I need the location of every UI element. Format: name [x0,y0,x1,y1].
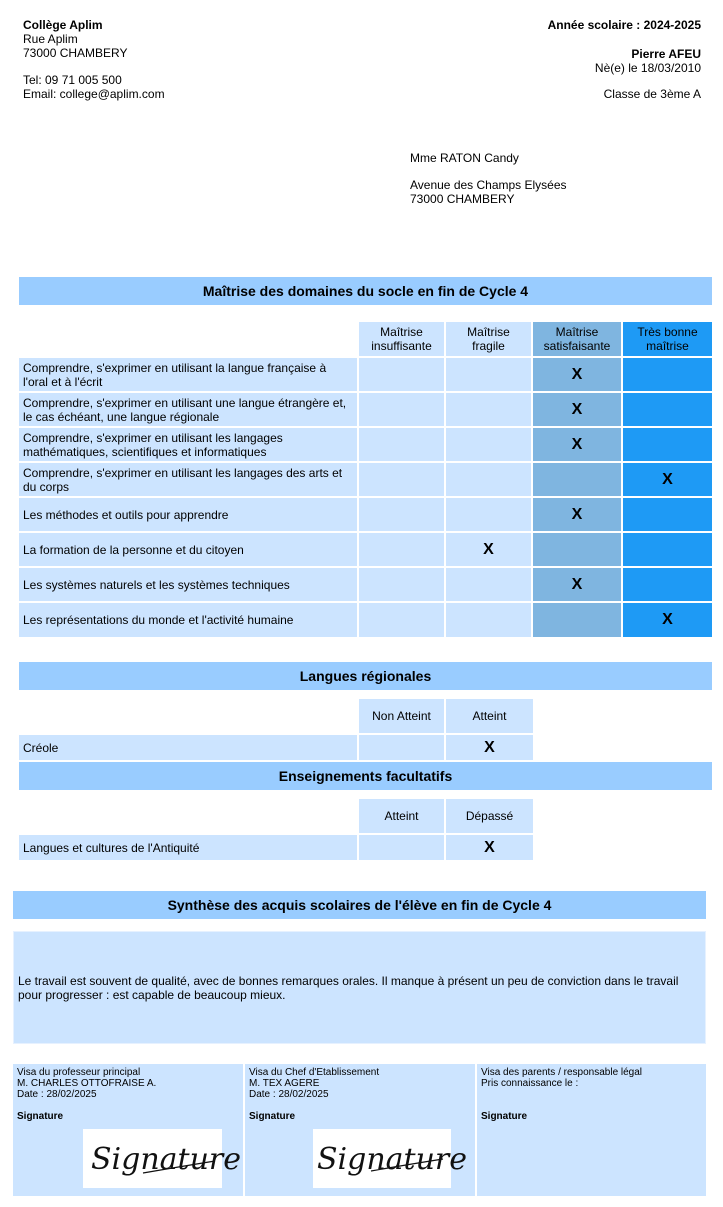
mark-cell [445,357,532,392]
header-maitrise-fragile: Maîtrise fragile [445,322,532,357]
student-birth: Nè(e) le 18/03/2010 [594,61,701,75]
signature-scribble [83,1129,242,1188]
mark-cell [358,602,445,637]
table-row [19,532,712,567]
facultatifs-header-empty [19,799,358,834]
mark-cell [358,567,445,602]
header-atteint: Atteint [358,799,445,834]
signature-label: Signature [481,1111,528,1122]
recipient-name: Mme RATON Candy [410,151,519,165]
student-class: Classe de 3ème A [603,87,701,101]
socle-table [19,322,712,637]
mark-cell [532,602,622,637]
mark-cell: X [622,602,712,637]
mark-cell [622,497,712,532]
langues-table [19,699,533,760]
mark-cell [532,462,622,497]
mark-cell: X [532,567,622,602]
mark-cell [445,462,532,497]
table-row [19,567,712,602]
table-row [19,497,712,532]
header-maitrise-satisfaisante: Maîtrise satisfaisante [532,322,622,357]
table-row [19,357,712,392]
school-tel: Tel: 09 71 005 500 [23,73,122,87]
header-non-atteint: Non Atteint [358,699,445,734]
recipient-city: 73000 CHAMBERY [410,192,515,206]
mark-cell: X [532,392,622,427]
header-depasse: Dépassé [445,799,533,834]
synthese-text-line: pour progresser : est capable de beaucoup mieux. [18,987,286,1002]
mark-cell [622,427,712,462]
visa-name: M. TEX AGERE [249,1078,320,1089]
mark-cell [622,357,712,392]
mark-cell [358,462,445,497]
domain-label: La formation de la personne et du citoyen [19,532,358,567]
mark-cell [622,392,712,427]
domain-label: Les méthodes et outils pour apprendre [19,497,358,532]
signature-label: Signature [249,1111,296,1122]
enseignement-label: Langues et cultures de l'Antiquité [19,834,358,860]
mark-cell [622,567,712,602]
mark-cell: X [532,427,622,462]
school-email: Email: college@aplim.com [23,87,165,101]
header-tres-bonne-maitrise: Très bonne maîtrise [622,322,712,357]
visa-role: Visa du professeur principal [17,1067,141,1078]
signature-text: Signature [317,1142,468,1177]
mark-cell [358,532,445,567]
header-atteint: Atteint [445,699,533,734]
student-name: Pierre AFEU [631,47,701,61]
langue-label: Créole [19,734,358,760]
mark-cell [622,532,712,567]
header-maitrise-insuffisante: Maîtrise insuffisante [358,322,445,357]
facultatifs-table [19,799,533,860]
table-row [19,834,533,860]
mark-cell [445,567,532,602]
socle-title: Maîtrise des domaines du socle en fin de Cycle 4 [19,277,712,305]
school-street: Rue Aplim [23,32,78,46]
mark-cell: X [622,462,712,497]
domain-label: Comprendre, s'exprimer en utilisant les langages des arts et du corps [19,462,358,497]
socle-header-empty [19,322,358,357]
school-name: Collège Aplim [23,18,103,32]
mark-cell [445,602,532,637]
domain-label: Comprendre, s'exprimer en utilisant une langue étrangère et, le cas échéant, une langue régionale [19,392,358,427]
mark-cell [358,392,445,427]
mark-cell [358,497,445,532]
mark-cell [445,497,532,532]
domain-label: Les représentations du monde et l'activité humaine [19,602,358,637]
signature-image [313,1129,468,1188]
visa-date: Date : 28/02/2025 [249,1089,329,1100]
domain-label: Les systèmes naturels et les systèmes techniques [19,567,358,602]
visa-parents [477,1064,706,1196]
school-city: 73000 CHAMBERY [23,46,128,60]
visa-name: M. CHARLES OTTOFRAISE A. [17,1078,157,1089]
student-block [548,18,701,101]
visa-date: Date : 28/02/2025 [17,1089,97,1100]
school-year: Année scolaire : 2024-2025 [547,18,701,32]
mark-cell: X [445,532,532,567]
table-row [19,462,712,497]
synthese-text-box [13,931,706,1044]
domain-label: Comprendre, s'exprimer en utilisant la langue française à l'oral et à l'écrit [19,357,358,392]
mark-cell [445,427,532,462]
facultatifs-title: Enseignements facultatifs [19,762,712,790]
recipient-block [410,151,567,206]
mark-cell [358,834,445,860]
domain-label: Comprendre, s'exprimer en utilisant les langages mathématiques, scientifiques et informatiques [19,427,358,462]
table-row [19,392,712,427]
signature-scribble [313,1129,468,1188]
mark-cell: X [445,734,533,760]
table-row [19,427,712,462]
school-block [23,18,165,101]
mark-cell [358,427,445,462]
table-row [19,734,533,760]
langues-title: Langues régionales [19,662,712,690]
recipient-street: Avenue des Champs Elysées [410,178,567,192]
mark-cell [358,734,445,760]
visa-role: Visa du Chef d'Etablissement [249,1067,380,1078]
visa-role: Visa des parents / responsable légal [481,1067,643,1078]
synthese-title: Synthèse des acquis scolaires de l'élève en fin de Cycle 4 [13,891,706,919]
mark-cell [445,392,532,427]
signature-image [83,1129,242,1188]
mark-cell: X [445,834,533,860]
visa-name: Pris connaissance le : [481,1078,579,1089]
mark-cell: X [532,497,622,532]
mark-cell [358,357,445,392]
table-row [19,602,712,637]
signature-label: Signature [17,1111,64,1122]
synthese-text-line: Le travail est souvent de qualité, avec de bonnes remarques orales. Il manque à présent un peu de conviction dans le travail [18,973,679,988]
mark-cell [532,532,622,567]
mark-cell: X [532,357,622,392]
langues-header-empty [19,699,358,734]
signature-text: Signature [91,1142,242,1177]
